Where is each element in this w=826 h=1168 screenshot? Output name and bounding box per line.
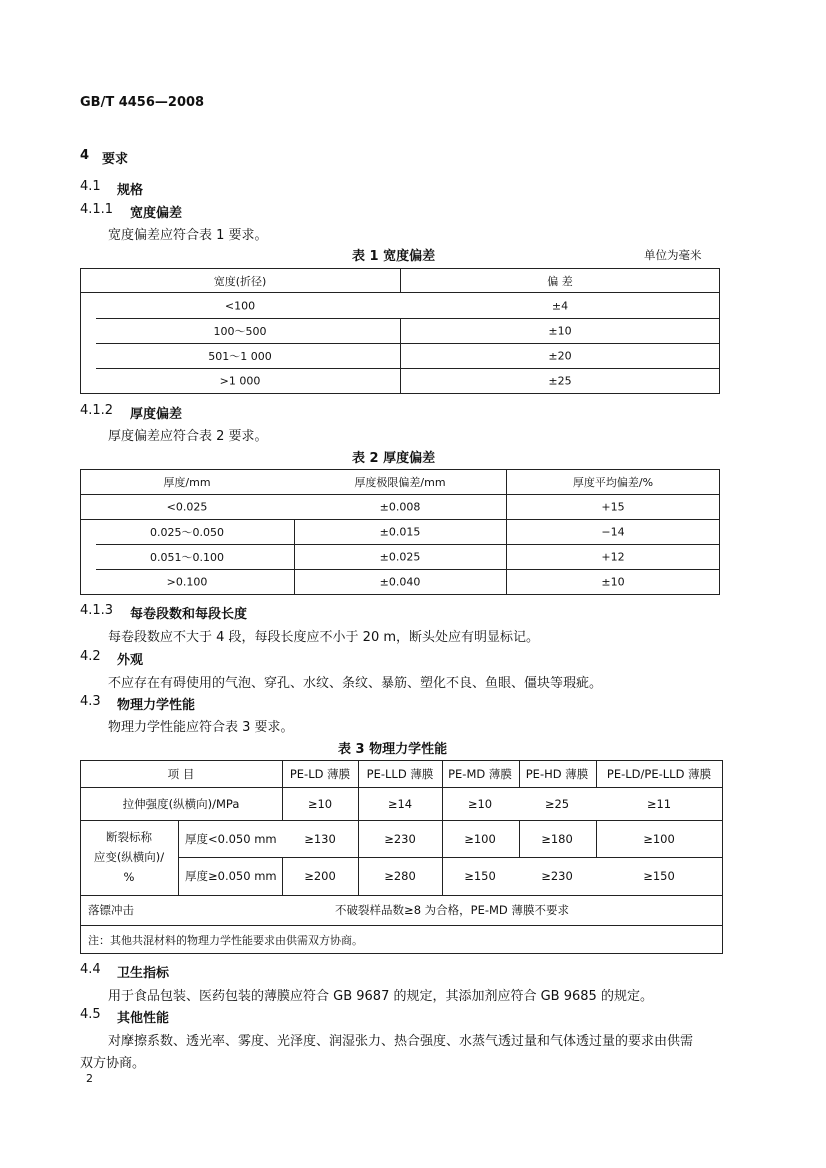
table3-cell: ≥150: [464, 869, 496, 883]
table3-col-divider-1a: [282, 760, 283, 820]
table3-cell: ≥100: [643, 832, 675, 846]
table1-cell: <100: [224, 299, 256, 313]
table3-strain-label-line3: %: [123, 870, 135, 884]
table3-impact-value: 不破裂样品数≥8 为合格，PE-MD 薄膜不要求: [335, 903, 569, 917]
table2-cell: ±0.008: [379, 500, 421, 514]
table3-col-divider-4b: [519, 820, 520, 857]
table3-strain-thick-label: 厚度≥0.050 mm: [185, 869, 277, 883]
table3-strain-thin-label: 厚度<0.050 mm: [185, 832, 277, 846]
table3-cell: ≥230: [541, 869, 573, 883]
section-4-1-3-number: 4.1.3: [80, 603, 114, 618]
table2-cell: ±0.015: [379, 525, 421, 539]
section-4-1-title: 规格: [117, 183, 144, 198]
table1-caption: 表 1 宽度偏差: [352, 249, 436, 264]
table3-cell: ≥100: [464, 832, 496, 846]
section-4-5-body-line2: 双方协商。: [80, 1056, 146, 1071]
table3-col-divider-4a: [519, 760, 520, 787]
section-4-3-title: 物理力学性能: [117, 698, 196, 713]
table3-cell: ≥25: [544, 797, 570, 811]
table1-cell: 501～1 000: [208, 350, 272, 363]
table2-cell: >0.100: [166, 575, 208, 589]
section-4-1-2-body: 厚度偏差应符合表 2 要求。: [108, 429, 268, 444]
section-4-1-2-number: 4.1.2: [80, 403, 114, 418]
section-4-4-body: 用于食品包装、医药包装的薄膜应符合 GB 9687 的规定，其添加剂应符合 GB 9685 的规定。: [108, 989, 653, 1004]
table3-cell: ≥180: [541, 832, 573, 846]
table3-row-rule-4: [80, 925, 723, 926]
table1-header-width: 宽度(折径): [213, 275, 267, 288]
table1-row-rule-3: [96, 368, 720, 369]
table2-row-rule-3: [96, 569, 720, 570]
table3-impact-label: 落镖冲击: [88, 903, 134, 917]
table2-cell: ±0.040: [379, 575, 421, 589]
table2-cell: +15: [601, 500, 625, 514]
table1-unit: 单位为毫米: [644, 248, 702, 262]
standard-code: GB/T 4456—2008: [80, 95, 205, 110]
section-4-3-body: 物理力学性能应符合表 3 要求。: [108, 720, 294, 735]
table1-row-rule-2: [96, 343, 720, 344]
table3-cell: ≥200: [304, 869, 336, 883]
table3-cell: ≥150: [643, 869, 675, 883]
section-4-5-number: 4.5: [80, 1007, 101, 1022]
section-4-1-2-title: 厚度偏差: [130, 407, 183, 422]
table2-cell: 0.051～0.100: [150, 551, 224, 564]
table1-cell: ±4: [551, 299, 569, 313]
table2-cell: ±10: [601, 575, 625, 589]
table3-cell: ≥10: [307, 797, 333, 811]
table3-header-pe-md: PE-MD 薄膜: [448, 767, 512, 781]
section-4-1-3-body: 每卷段数应不大于 4 段，每段长度应不小于 20 m，断头处应有明显标记。: [108, 630, 540, 645]
table2-cell: −14: [601, 525, 625, 539]
table3-cell: ≥230: [384, 832, 416, 846]
table2-cell: +12: [601, 550, 625, 564]
table3-col-divider-5b: [596, 820, 597, 857]
section-4-1-1-body: 宽度偏差应符合表 1 要求。: [108, 228, 268, 243]
table1-cell: ±20: [548, 349, 572, 363]
table3-header-pe-ld-lld: PE-LD/PE-LLD 薄膜: [606, 767, 712, 781]
table3-col-divider-2: [358, 760, 359, 895]
section-4-title: 要求: [102, 152, 129, 167]
table1-cell: >1 000: [219, 374, 261, 388]
table3-col-divider-3: [442, 760, 443, 895]
table3-header-pe-ld: PE-LD 薄膜: [289, 767, 351, 781]
section-4-1-1-number: 4.1.1: [80, 202, 114, 217]
table3-strain-label-line1: 断裂标称: [106, 830, 152, 844]
table3-caption: 表 3 物理力学性能: [338, 742, 448, 757]
table2-caption: 表 2 厚度偏差: [352, 451, 436, 466]
table3-cell: ≥10: [467, 797, 493, 811]
table3-note: 注：其他共混材料的物理力学性能要求由供需双方协商。: [88, 934, 363, 947]
section-4-1-1-title: 宽度偏差: [130, 206, 183, 221]
table3-row-rule-2: [178, 857, 723, 858]
table2-row-rule-1: [80, 519, 720, 520]
table2-header-limit: 厚度极限偏差/mm: [354, 476, 446, 489]
table3-col-divider-1b: [282, 857, 283, 895]
table3-header-rule: [80, 787, 723, 788]
table3-col-divider-5a: [596, 760, 597, 787]
table1-cell: 100～500: [213, 325, 267, 338]
table2-header-average: 厚度平均偏差/%: [572, 476, 654, 489]
table3-tensile-label: 拉伸强度(纵横向)/MPa: [122, 797, 240, 811]
section-4-4-number: 4.4: [80, 962, 101, 977]
table1-header-divider: [400, 268, 401, 292]
table3-cell: ≥280: [384, 869, 416, 883]
section-4-1-number: 4.1: [80, 179, 101, 194]
section-4-5-body-line1: 对摩擦系数、透光率、雾度、光泽度、润湿张力、热合强度、水蒸气透过量和气体透过量的要求由供需: [108, 1034, 694, 1049]
section-4-1-3-title: 每卷段数和每段长度: [130, 607, 248, 622]
table1-cell: ±25: [548, 374, 572, 388]
table3-cell: ≥14: [387, 797, 413, 811]
section-4-5-title: 其他性能: [117, 1011, 170, 1026]
table1-header-deviation: 偏 差: [547, 275, 573, 288]
section-4-number: 4: [80, 148, 90, 163]
table3-row-rule-1: [80, 820, 723, 821]
table2-cell: 0.025～0.050: [150, 526, 224, 539]
table3-strain-label-line2: 应变(纵横向)/: [93, 850, 165, 864]
table3-header-pe-hd: PE-HD 薄膜: [525, 767, 589, 781]
table3-row-rule-3: [80, 895, 723, 896]
table3-header-item: 项 目: [167, 767, 195, 781]
section-4-2-number: 4.2: [80, 649, 101, 664]
section-4-2-body: 不应存在有碍使用的气泡、穿孔、水纹、条纹、暴筋、塑化不良、鱼眼、僵块等瑕疵。: [108, 676, 603, 691]
table3-sublabel-divider: [178, 820, 179, 895]
section-4-2-title: 外观: [117, 653, 144, 668]
table1-header-rule: [80, 292, 720, 293]
table2-header-rule: [80, 494, 720, 495]
table3-cell: ≥11: [646, 797, 672, 811]
table2-cell: <0.025: [166, 500, 208, 514]
section-4-4-title: 卫生指标: [117, 966, 170, 981]
table1-cell: ±10: [548, 324, 572, 338]
table2-column-divider-1: [294, 519, 295, 595]
table2-row-rule-2: [96, 544, 720, 545]
table3-header-pe-lld: PE-LLD 薄膜: [366, 767, 434, 781]
table3-cell: ≥130: [304, 832, 336, 846]
table2-column-divider-2: [506, 469, 507, 595]
table2-header-thickness: 厚度/mm: [163, 476, 211, 489]
table1-row-rule-1: [96, 318, 720, 319]
table2-cell: ±0.025: [379, 550, 421, 564]
table1-column-divider: [400, 318, 401, 394]
page-number: 2: [86, 1072, 93, 1085]
section-4-3-number: 4.3: [80, 694, 101, 709]
